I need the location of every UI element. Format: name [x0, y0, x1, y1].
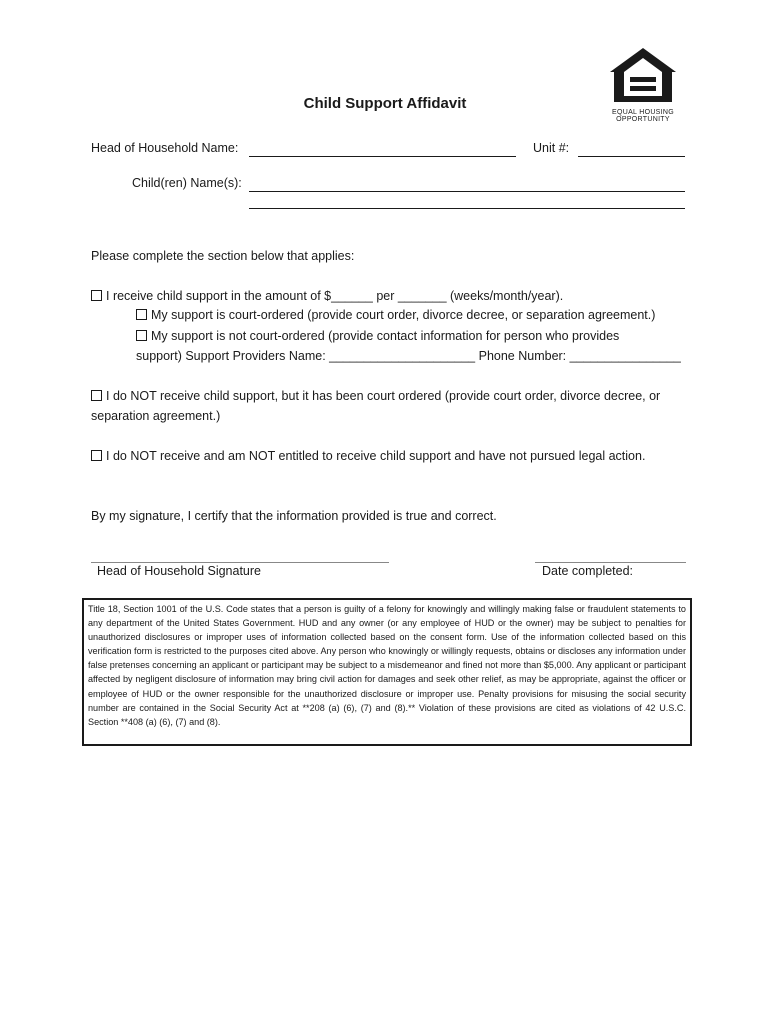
children-names-label: Child(ren) Name(s):: [132, 176, 242, 190]
support-provider-line: support) Support Providers Name: _____________________ Phone Number: ________________: [136, 349, 681, 363]
children-names-input-1[interactable]: [249, 191, 685, 192]
option-not-entitled-label: I do NOT receive and am NOT entitled to receive child support and have not pursued legal action.: [106, 449, 646, 463]
checkbox[interactable]: [91, 390, 102, 401]
unit-label: Unit #:: [533, 141, 570, 155]
option-not-receive-court-ordered: [91, 389, 660, 403]
logo-text-line1: EQUAL HOUSING: [612, 109, 674, 116]
instructions-text: Please complete the section below that applies:: [91, 249, 355, 263]
unit-input[interactable]: [578, 156, 685, 157]
signature-label: Head of Household Signature: [97, 564, 262, 578]
option-receive-support-label: I receive child support in the amount of $______ per _______ (weeks/month/year).: [106, 289, 564, 303]
legal-notice-text: Title 18, Section 1001 of the U.S. Code states that a person is guilty of a felony for knowingly and willingly making false or fraudulent statements to any department of the United States Government. HUD and any owner (or any employee of HUD or the owner) may be subject to penalties for unauthorized disclosures or improper uses of information collected based on the consent form. Use of the information collected based on this verification form is restricted to the purposes cited above. Any person who knowingly or willingly requests, obtains or discloses any information under false pretenses concerning an applicant or participant may be subject to a misdemeanor and fined not more than $5,000. Any applicant or participant affected by negligent disclosure of information may bring civil action for damages and seek other relief, as may be appropriate, against the officer or employee of HUD or the owner responsible for the unauthorized disclosure or improper use. Penalty provisions for misusing the social security number are contained in the Social Security Act at **208 (a) (6), (7) and (8).** Violation of these provisions are cited as violations of 42 U.S.C. Section **408 (a) (6), (7) and (8).: [88, 604, 686, 727]
option-court-ordered: [136, 308, 655, 322]
certification-text: By my signature, I certify that the information provided is true and correct.: [91, 509, 497, 523]
option-not-entitled: [91, 449, 645, 463]
checkbox[interactable]: [91, 290, 102, 301]
date-label: Date completed:: [542, 564, 634, 578]
logo-text-line2: OPPORTUNITY: [616, 116, 670, 123]
children-names-input-2[interactable]: [249, 208, 685, 209]
head-of-household-input[interactable]: [249, 156, 516, 157]
signature-line[interactable]: [91, 562, 389, 563]
option-not-receive-court-ordered-cont: separation agreement.): [91, 409, 221, 423]
page-title: Child Support Affidavit: [303, 95, 467, 112]
option-not-court-ordered-label: My support is not court-ordered (provide contact information for person who provides: [151, 329, 620, 343]
checkbox[interactable]: [91, 450, 102, 461]
head-of-household-label: Head of Household Name:: [91, 141, 239, 155]
checkbox[interactable]: [136, 330, 147, 341]
legal-notice-box: [82, 598, 692, 746]
date-line[interactable]: [535, 562, 686, 563]
option-receive-support: [91, 289, 563, 303]
option-court-ordered-label: My support is court-ordered (provide court order, divorce decree, or separation agreement.): [151, 308, 656, 322]
option-not-court-ordered: [136, 329, 619, 343]
checkbox[interactable]: [136, 309, 147, 320]
option-not-receive-court-ordered-label: I do NOT receive child support, but it has been court ordered (provide court order, divorce decree, or: [106, 389, 661, 403]
